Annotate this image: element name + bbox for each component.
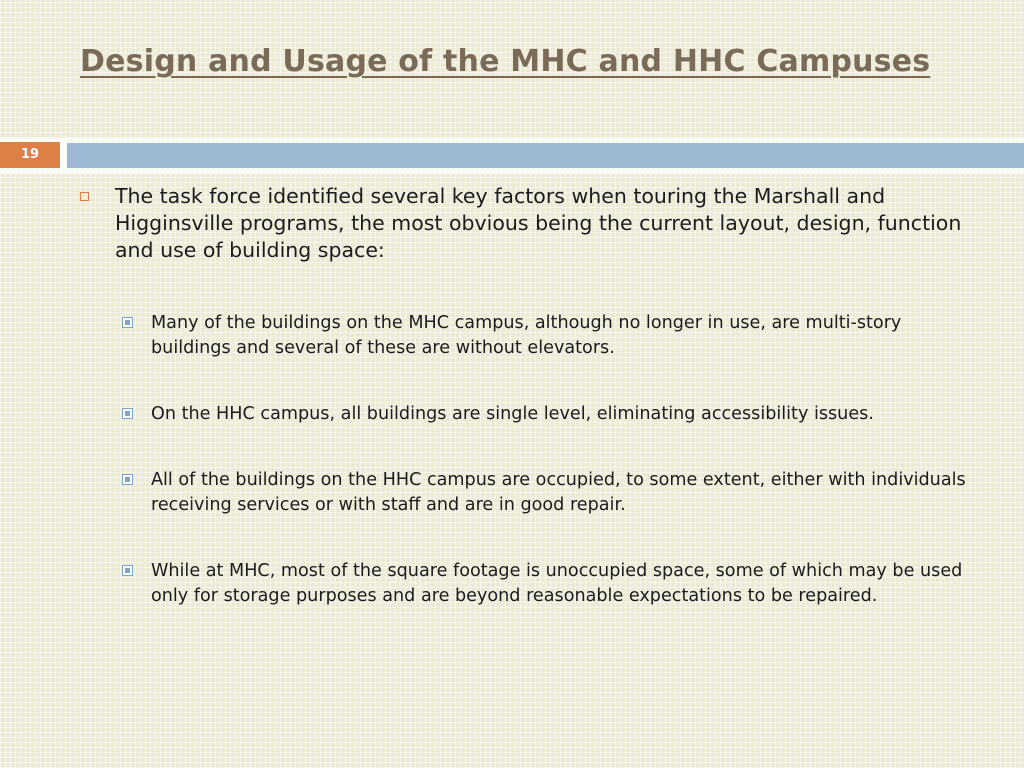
sub-bullet [122, 402, 982, 427]
sub-bullet-text: All of the buildings on the HHC campus are occupied, to some extent, either with individuals receiving services or with staff and are in good repair. [151, 470, 966, 515]
slide-number: 19 [0, 142, 60, 168]
main-bullet [80, 183, 980, 264]
sub-bullet [122, 559, 982, 609]
sub-bullet-text: On the HHC campus, all buildings are single level, eliminating accessibility issues. [151, 404, 874, 424]
main-bullet-text: The task force identified several key factors when touring the Marshall and Higginsville programs, the most obvious being the current layout, design, function and use of building space: [115, 184, 962, 262]
filled-square-bullet-icon [122, 317, 133, 328]
sub-bullet-text: Many of the buildings on the MHC campus, although no longer in use, are multi-story buildings and several of these are without elevators. [151, 313, 902, 358]
filled-square-bullet-icon [122, 474, 133, 485]
sub-bullet [122, 468, 982, 518]
filled-square-bullet-icon [122, 565, 133, 576]
sub-bullet-text: While at MHC, most of the square footage is unoccupied space, some of which may be used only for storage purposes and are beyond reasonable expectations to be repaired. [151, 561, 963, 606]
square-bullet-icon [80, 192, 89, 201]
filled-square-bullet-icon [122, 408, 133, 419]
slide-title: Design and Usage of the MHC and HHC Campuses [80, 44, 931, 79]
sub-bullet [122, 311, 982, 361]
